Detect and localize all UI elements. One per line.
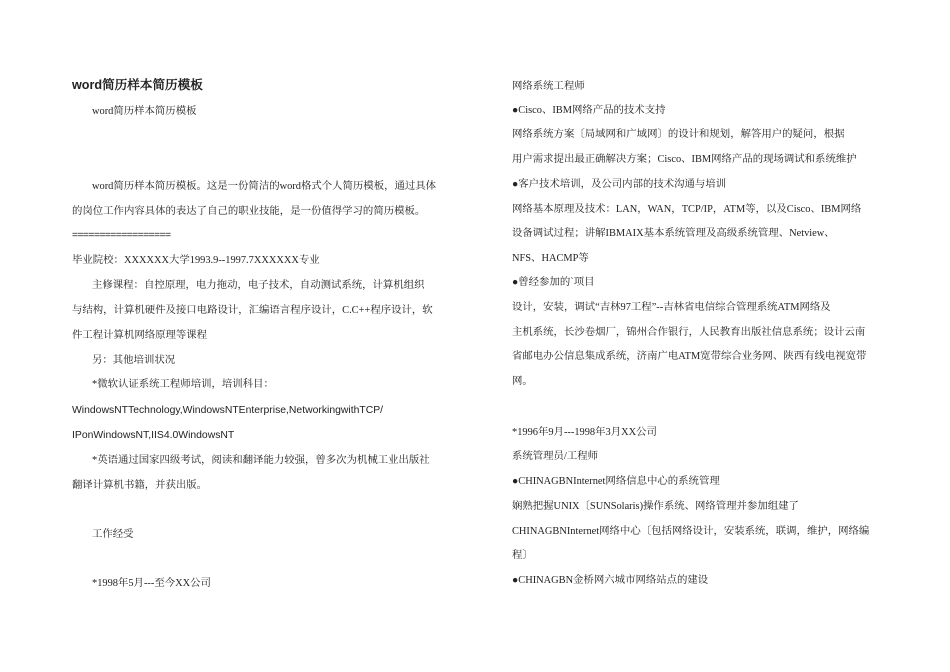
ms-subjects-line-2: IPonWindowsNT,IIS4.0WindowsNT	[72, 430, 235, 441]
english-line-2: 翻译计算机书籍，并获出版。	[72, 480, 208, 491]
job1-period: *1998年5月---至今XX公司	[92, 578, 211, 589]
ms-subjects-line-1: WindowsNTTechnology,WindowsNTEnterprise,NetworkingwithTCP/	[72, 405, 384, 416]
ms-training-line: *微软认证系统工程师培训，培训科目：	[92, 379, 274, 390]
unix-line-2: CHINAGBNInternet网络中心〔包括网络设计，安装系统，联调，维护，网络编	[512, 526, 870, 537]
courses-line-1: 主修课程：自控原理，电力拖动，电子技术，自动测试系统，计算机组织	[92, 280, 425, 291]
projects-line-1: 设计，安装，调试“吉林97工程”--吉林省电信综合管理系统ATM网络及	[512, 302, 831, 313]
projects-line-4: 网。	[512, 376, 533, 387]
job2-period: *1996年9月---1998年3月XX公司	[512, 427, 657, 438]
bullet-chinagbn-sites: ●CHINAGBN金桥网六城市网络站点的建设	[512, 575, 709, 586]
training-heading: 另：其他培训状况	[92, 355, 176, 366]
training-line-3: NFS、HACMP等	[512, 253, 589, 264]
network-solution-line-2: 用户需求提出最正确解决方案；Cisco、IBM网络产品的现场调试和系统维护	[512, 154, 857, 165]
bullet-training: ●客户技术培训，及公司内部的技术沟通与培训	[512, 179, 727, 190]
separator-line: ==================	[72, 230, 171, 241]
bullet-cisco-support: ●Cisco、IBM网络产品的技术支持	[512, 105, 666, 116]
intro-line-2: 的岗位工作内容具体的表达了自己的职业技能，是一份值得学习的简历模板。	[72, 206, 426, 217]
job2-title: 系统管理员/工程师	[512, 451, 599, 462]
document-subtitle: word简历样本简历模板	[92, 106, 197, 117]
bullet-chinagbn-admin: ●CHINAGBNInternet网络信息中心的系统管理	[512, 476, 720, 487]
training-line-2: 设备调试过程；讲解IBMAIX基本系统管理及高级系统管理、Netview、	[512, 228, 835, 239]
school-line: 毕业院校：XXXXXX大学1993.9--1997.7XXXXXX专业	[72, 255, 320, 266]
courses-line-2: 与结构，计算机硬件及接口电路设计，汇编语言程序设计，C.C++程序设计，软	[72, 305, 433, 316]
job1-title: 网络系统工程师	[512, 81, 585, 92]
document-title: word简历样本简历模板	[72, 78, 203, 92]
english-line-1: *英语通过国家四级考试，阅读和翻译能力较强，曾多次为机械工业出版社	[92, 455, 430, 466]
intro-line-1: word简历样本简历模板。这是一份简洁的word格式个人简历模板，通过具体	[92, 181, 437, 192]
unix-line-3: 程〕	[512, 550, 533, 561]
projects-line-3: 省邮电办公信息集成系统，济南广电ATM宽带综合业务网、陕西有线电视宽带	[512, 351, 867, 362]
work-heading: 工作经受	[92, 529, 134, 540]
training-line-1: 网络基本原理及技术：LAN，WAN，TCP/IP，ATM等，以及Cisco、IBM网络	[512, 204, 862, 215]
network-solution-line-1: 网络系统方案〔局域网和广域网〕的设计和规划，解答用户的疑问，根据	[512, 129, 845, 140]
bullet-projects: ●曾经参加的`项目	[512, 277, 595, 288]
unix-line-1: 娴熟把握UNIX〔SUNSolaris)操作系统、网络管理并参加组建了	[512, 501, 799, 512]
courses-line-3: 件工程计算机网络原理等课程	[72, 330, 208, 341]
projects-line-2: 主机系统，长沙卷烟厂，锦州合作银行，人民教育出版社信息系统；设计云南	[512, 327, 866, 338]
